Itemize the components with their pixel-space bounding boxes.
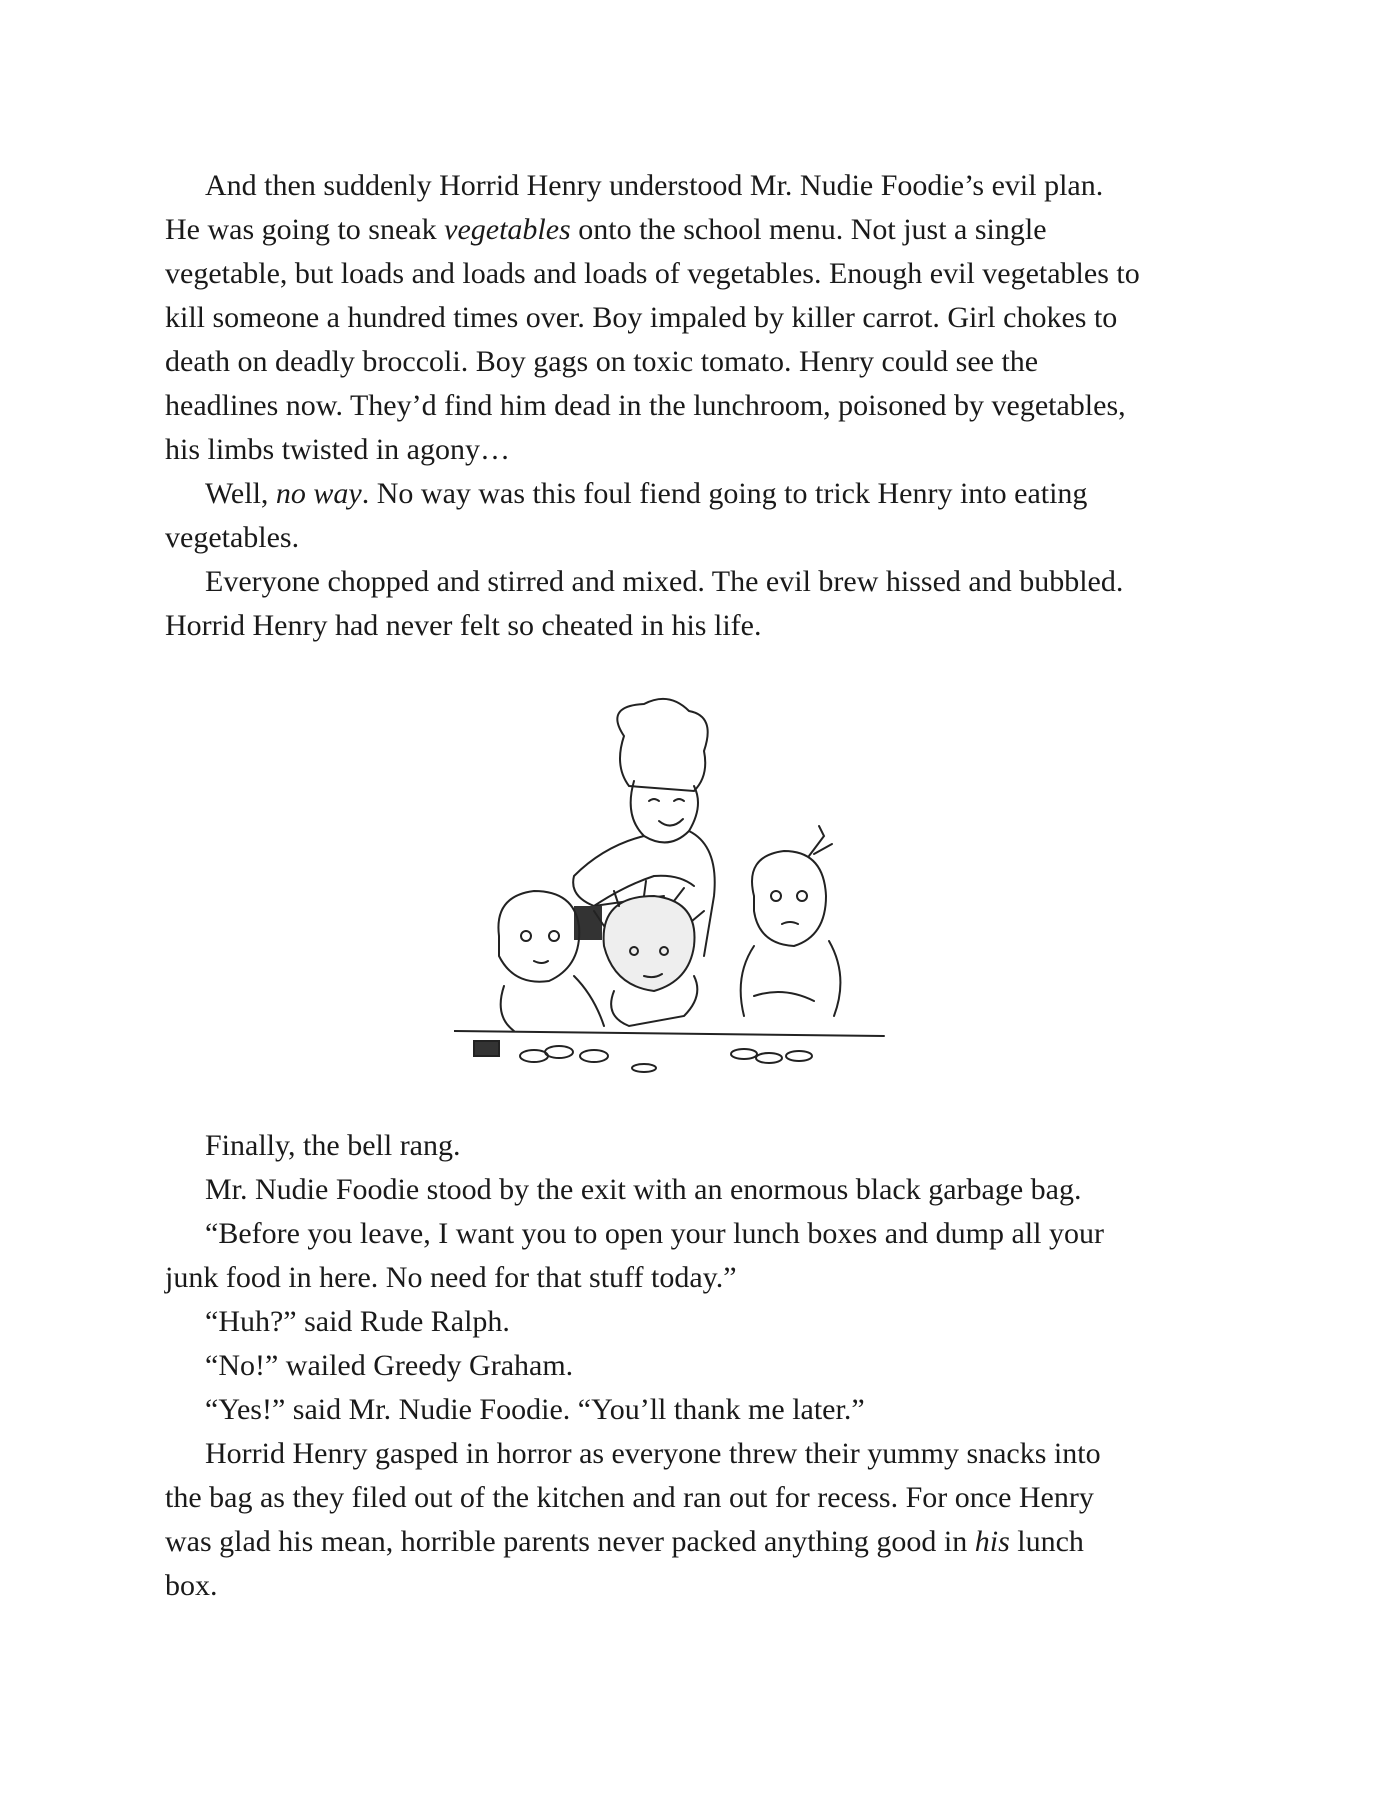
text-line xyxy=(165,1212,1265,1256)
text-line xyxy=(165,384,1265,428)
text-line xyxy=(165,340,1265,384)
text-segment: junk food in here. No need for that stuff today.” xyxy=(165,1261,737,1294)
text-line xyxy=(165,472,1265,516)
text-segment: Horrid Henry had never felt so cheated in his life. xyxy=(165,609,762,642)
text-line xyxy=(165,1564,1265,1608)
table-edge xyxy=(454,1031,884,1036)
text-segment: And then suddenly Horrid Henry understood Mr. Nudie Foodie’s evil plan. xyxy=(205,169,1104,202)
text-line xyxy=(165,1300,1265,1344)
text-segment: headlines now. They’d find him dead in the lunchroom, poisoned by vegetables, xyxy=(165,389,1126,422)
pot xyxy=(474,1041,499,1056)
text-segment: Everyone chopped and stirred and mixed. The evil brew hissed and bubbled. xyxy=(205,565,1124,598)
text-line xyxy=(165,560,1265,604)
text-segment: “Yes!” said Mr. Nudie Foodie. “You’ll thank me later.” xyxy=(205,1393,865,1426)
text-segment: He was going to sneak xyxy=(165,213,445,246)
text-line xyxy=(165,1168,1265,1212)
text-line xyxy=(165,1476,1265,1520)
vegetable-slices xyxy=(520,1046,812,1072)
italic-text: vegetables xyxy=(444,213,571,246)
text-segment: “Huh?” said Rude Ralph. xyxy=(205,1305,510,1338)
text-line xyxy=(165,428,1265,472)
text-block-before-illustration xyxy=(165,164,1265,648)
text-line xyxy=(165,1344,1265,1388)
text-segment: onto the school menu. Not just a single xyxy=(570,213,1047,246)
text-segment: kill someone a hundred times over. Boy impaled by killer carrot. Girl chokes to xyxy=(165,301,1118,334)
text-segment: Mr. Nudie Foodie stood by the exit with an enormous black garbage bag. xyxy=(205,1173,1082,1206)
text-block-after-illustration xyxy=(165,1124,1265,1608)
girl-right xyxy=(741,826,841,1016)
text-line xyxy=(165,1520,1265,1564)
text-segment: Finally, the bell rang. xyxy=(205,1129,461,1162)
text-line xyxy=(165,252,1265,296)
text-line xyxy=(165,604,1265,648)
text-line xyxy=(165,296,1265,340)
illustration-chef-and-children-cooking xyxy=(454,696,944,1076)
text-line xyxy=(165,208,1265,252)
text-segment: vegetable, but loads and loads and loads of vegetables. Enough evil vegetables to xyxy=(165,257,1140,290)
text-segment: “Before you leave, I want you to open your lunch boxes and dump all your xyxy=(205,1217,1104,1250)
text-line xyxy=(165,164,1265,208)
text-line xyxy=(165,516,1265,560)
text-line xyxy=(165,1124,1265,1168)
text-segment: box. xyxy=(165,1569,218,1602)
text-segment: Well, xyxy=(205,477,276,510)
text-segment: was glad his mean, horrible parents never packed anything good in xyxy=(165,1525,975,1558)
text-segment: the bag as they filed out of the kitchen and ran out for recess. For once Henry xyxy=(165,1481,1094,1514)
text-segment: “No!” wailed Greedy Graham. xyxy=(205,1349,574,1382)
text-line xyxy=(165,1256,1265,1300)
text-segment: vegetables. xyxy=(165,521,300,554)
italic-text: his xyxy=(974,1525,1010,1558)
text-segment: Horrid Henry gasped in horror as everyone threw their yummy snacks into xyxy=(205,1437,1101,1470)
text-segment: . No way was this foul fiend going to trick Henry into eating xyxy=(361,477,1088,510)
text-segment: his limbs twisted in agony… xyxy=(165,433,510,466)
italic-text: no way xyxy=(275,477,362,510)
text-line xyxy=(165,1432,1265,1476)
text-line xyxy=(165,1388,1265,1432)
text-segment: lunch xyxy=(1009,1525,1084,1558)
text-segment: death on deadly broccoli. Boy gags on toxic tomato. Henry could see the xyxy=(165,345,1039,378)
